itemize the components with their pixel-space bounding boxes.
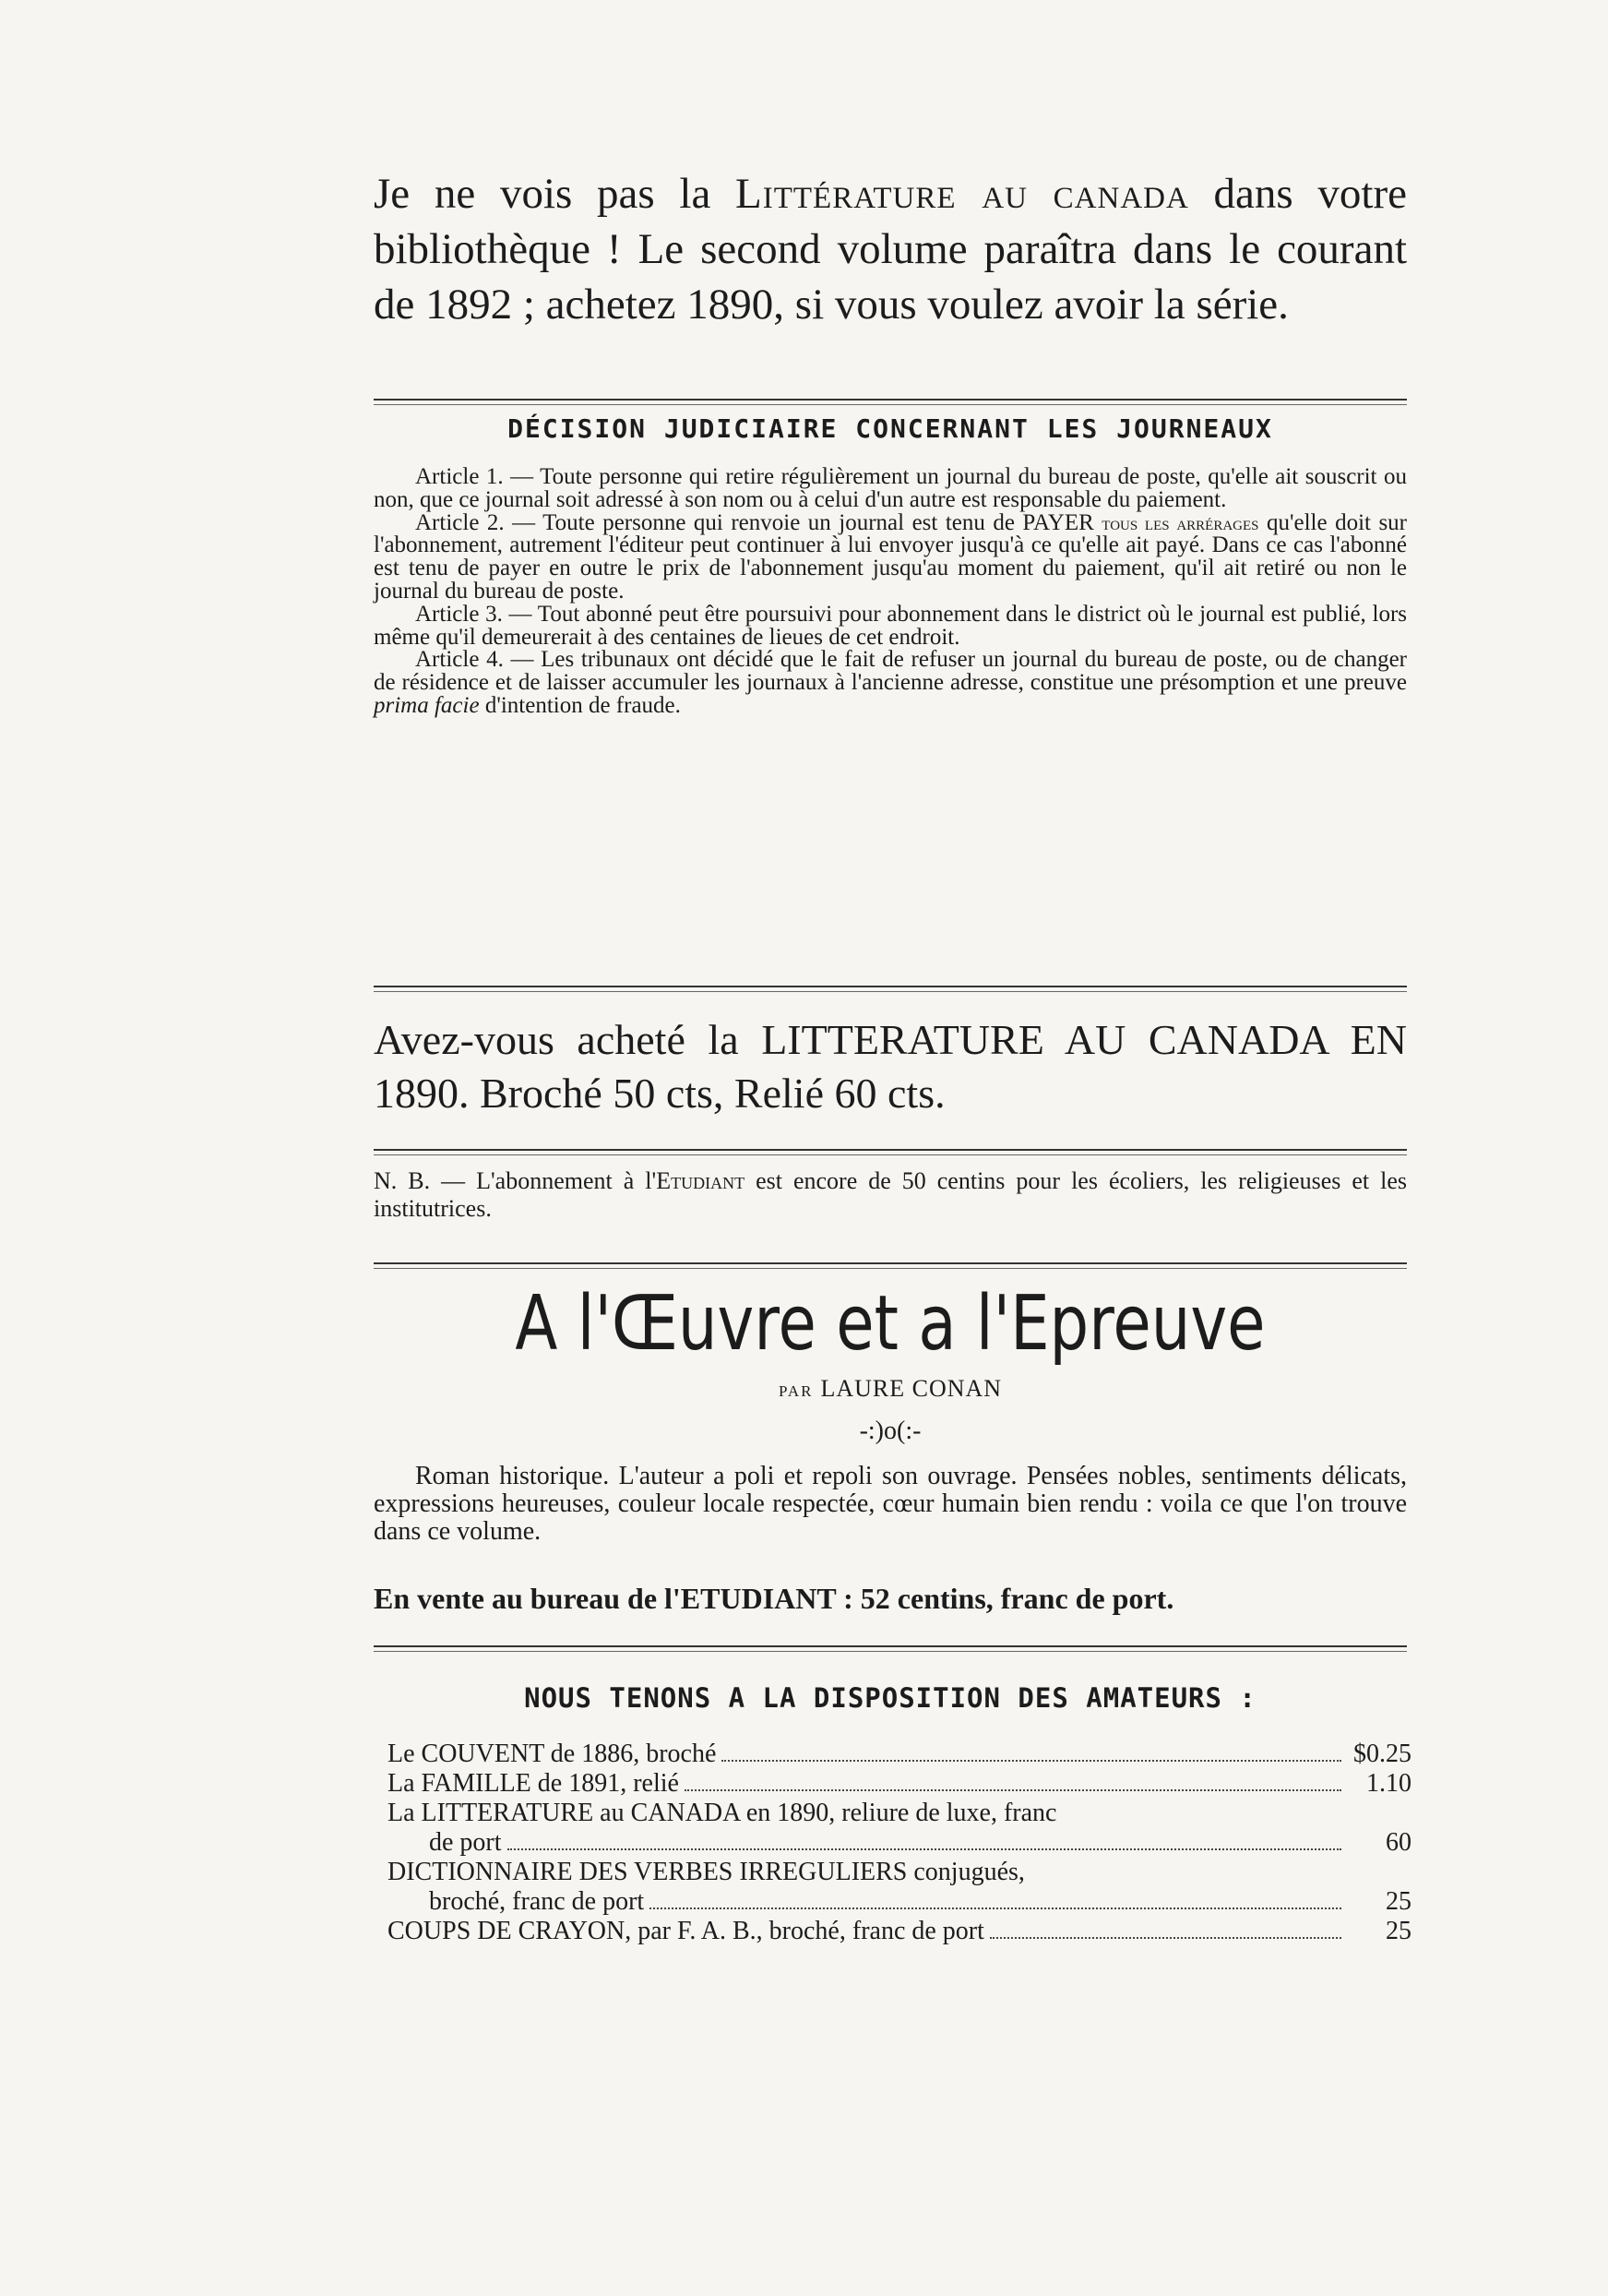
intro-text-before: Je ne vois pas la — [374, 170, 736, 218]
decision-articles — [374, 466, 1407, 718]
article-2: Article 2. — Toute personne qui renvoie un journal est tenu de PAYER tous les arrérages qu'elle doit sur l'abonnement, autrement l'éditeur peut continuer à lui envoyer jusqu'à ce qu'elle ait payé. Dans ce cas l'abonné est tenu de payer en outre le prix de l'abonnement jusqu'au moment du paiement, qu'il ait retiré ou non le journal du bureau de poste. — [374, 509, 1407, 604]
leader-dots — [721, 1760, 1341, 1762]
leader-dots — [685, 1789, 1341, 1791]
catalog-item: La FAMILLE de 1891, relié 1.10 — [387, 1769, 1411, 1798]
article-1: Article 1. — Toute personne qui retire régulièrement un journal du bureau de poste, qu'elle ait souscrit ou non, que ce journal soit adressé à son nom ou à celui d'un autre est responsable du paiement. — [374, 464, 1407, 512]
divider — [374, 1262, 1407, 1269]
divider — [374, 1645, 1407, 1652]
book-title: A l'Œuvre et a l'Epreuve — [515, 1280, 1266, 1368]
nb-note: N. B. — L'abonnement à l'Etudiant est encore de 50 centins pour les écoliers, les religieuses et les institutrices. — [374, 1167, 1407, 1222]
intro-title: Littérature au canada — [735, 170, 1189, 218]
article-3: Article 3. — Tout abonné peut être poursuivi pour abonnement dans le district où le journal est publié, lors même qu'il demeurerait à des centaines de lieues de cet endroit. — [374, 601, 1407, 650]
intro-text-after: dans votre bibliothèque ! Le second volume paraîtra dans le courant de 1892 ; achetez 1890, si vous voulez avoir la série. — [374, 170, 1407, 329]
catalog-item: COUPS DE CRAYON, par F. A. B., broché, franc de port 25 — [387, 1917, 1411, 1945]
catalog-item: DICTIONNAIRE DES VERBES IRREGULIERS conjugués, — [387, 1858, 1025, 1886]
divider — [374, 1149, 1407, 1155]
intro-paragraph — [374, 166, 1407, 332]
book-description: Roman historique. L'auteur a poli et repoli son ouvrage. Pensées nobles, sentiments délicats, expressions heureuses, couleur locale respectée, cœur humain bien rendu : voila ce que l'on trouve dans ce volume. — [374, 1462, 1407, 1546]
catalog-item-continuation: broché, franc de port 25 — [429, 1887, 1411, 1916]
leader-dots — [990, 1937, 1341, 1939]
catalog-list — [387, 1740, 1411, 1946]
leader-dots — [649, 1907, 1341, 1909]
book-sale-info: En vente au bureau de l'ETUDIANT : 52 centins, franc de port. — [374, 1582, 1174, 1615]
divider — [374, 986, 1407, 992]
amateurs-heading: NOUS TENONS A LA DISPOSITION DES AMATEURS : — [524, 1682, 1257, 1714]
article-4: Article 4. — Les tribunaux ont décidé que le fait de refuser un journal du bureau de poste, ou de changer de résidence et de laisser accumuler les journaux à l'ancienne adresse, constitue une présomption et une preuve prima facie d'intention de fraude. — [374, 647, 1407, 718]
divider — [374, 399, 1407, 405]
ad-litterature-1890: Avez-vous acheté la LITTERATURE AU CANADA EN 1890. Broché 50 cts, Relié 60 cts. — [374, 1016, 1407, 1117]
catalog-item: Le COUVENT de 1886, broché $0.25 — [387, 1740, 1411, 1768]
catalog-item: La LITTERATURE au CANADA en 1890, reliure de luxe, franc — [387, 1799, 1057, 1827]
ornament: -:)o(:- — [859, 1417, 922, 1445]
catalog-item-continuation: de port 60 — [429, 1828, 1411, 1857]
decision-heading: DÉCISION JUDICIAIRE CONCERNANT LES JOURNEAUX — [507, 413, 1273, 444]
leader-dots — [507, 1848, 1341, 1850]
book-author: PAR LAURE CONAN — [778, 1375, 1003, 1402]
